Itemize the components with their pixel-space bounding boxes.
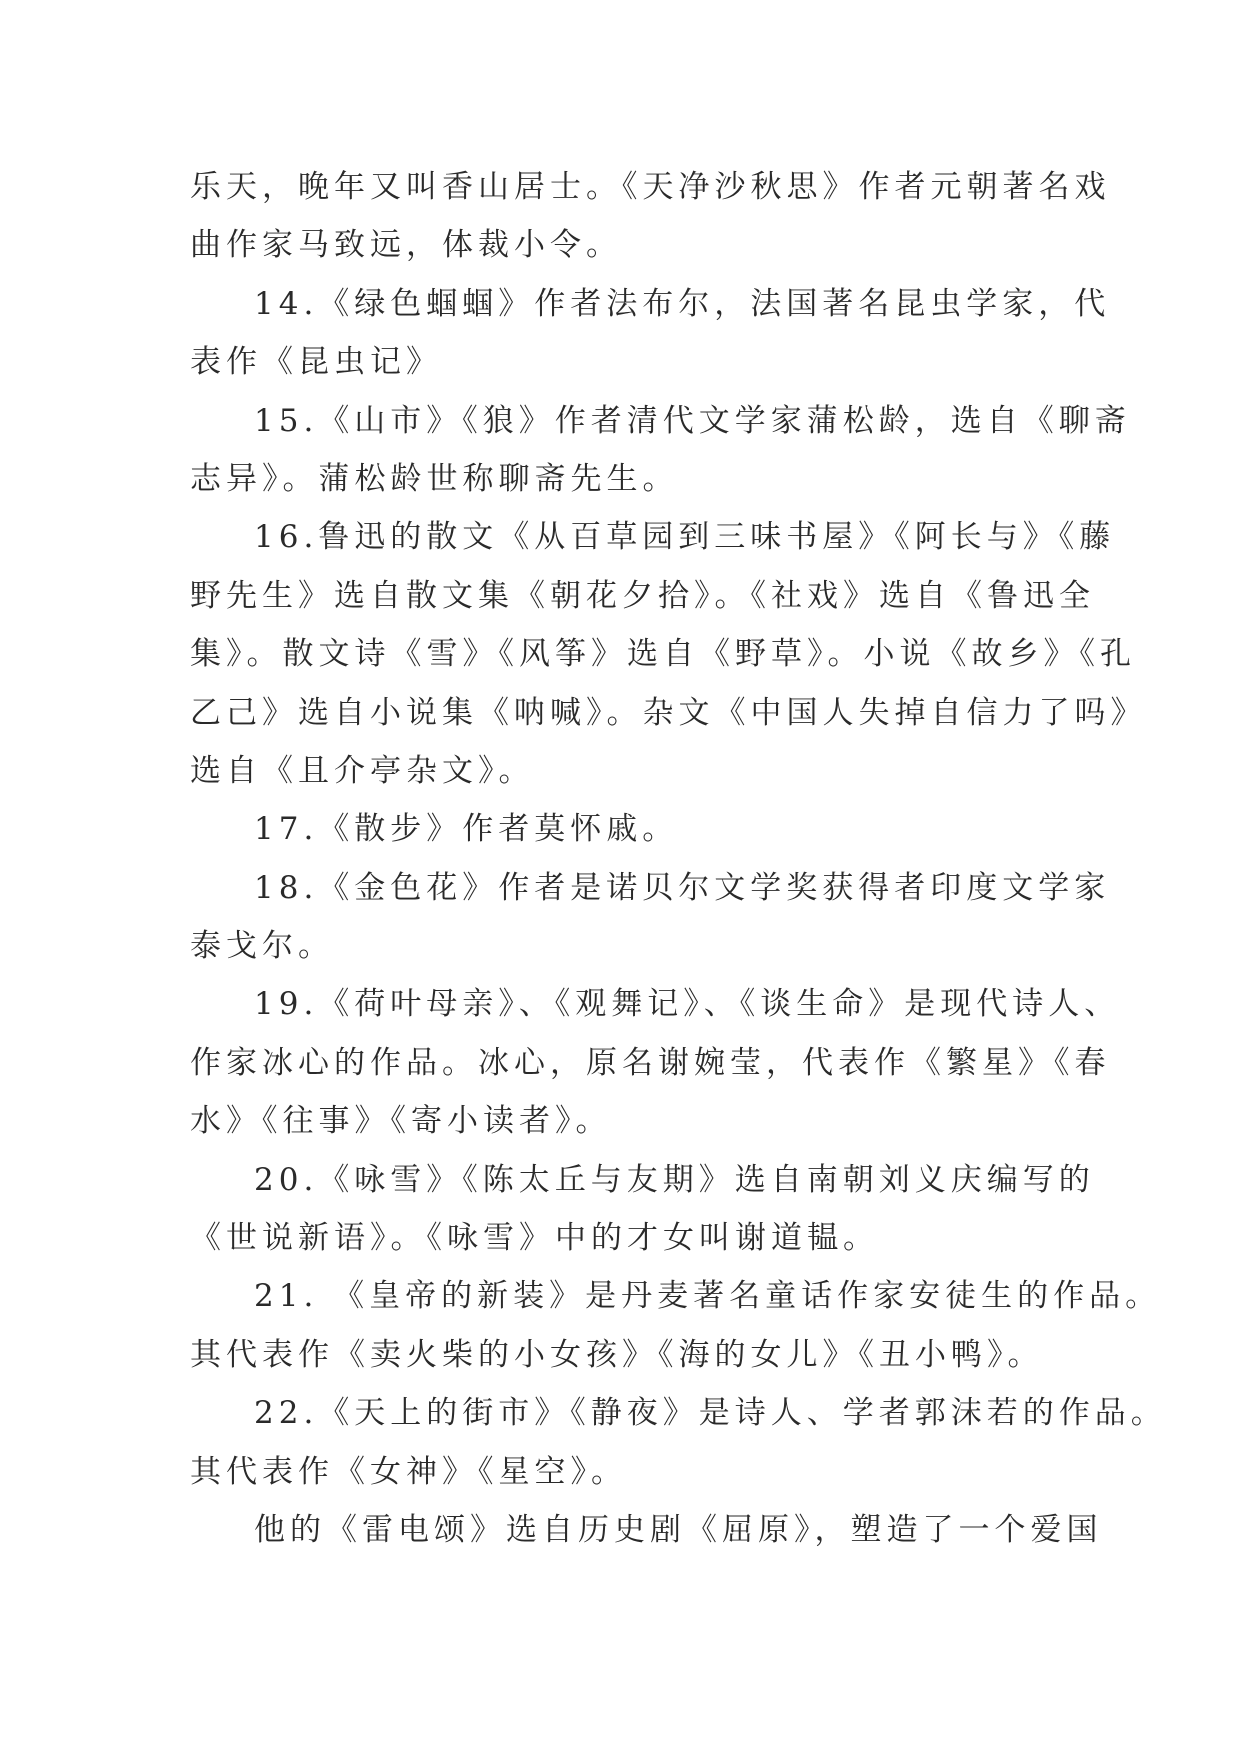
- text-line: 19.《荷叶母亲》、《观舞记》、《谈生命》是现代诗人、: [254, 986, 1121, 1023]
- text-line: 表作《昆虫记》: [190, 344, 442, 381]
- text-line: 其代表作《女神》《星空》。: [190, 1453, 627, 1490]
- text-line: 水》《往事》《寄小读者》。: [190, 1103, 612, 1140]
- text-line: 泰戈尔。: [190, 928, 334, 965]
- text-line: 18.《金色花》作者是诺贝尔文学奖获得者印度文学家: [254, 869, 1111, 906]
- text-line: 21. 《皇帝的新装》是丹麦著名童话作家安徒生的作品。: [254, 1278, 1162, 1315]
- text-line: 作家冰心的作品。冰心，原名谢婉莹，代表作《繁星》《春: [190, 1044, 1111, 1081]
- text-line: 17.《散步》作者莫怀戚。: [254, 811, 679, 848]
- text-line: 选自《且介亭杂文》。: [190, 752, 535, 789]
- text-line: 他的《雷电颂》选自历史剧《屈原》，塑造了一个爱国: [254, 1511, 1103, 1548]
- text-line: 14.《绿色蝈蝈》作者法布尔，法国著名昆虫学家，代: [254, 285, 1111, 322]
- document-body: [190, 158, 1167, 1559]
- text-line: 20.《咏雪》《陈太丘与友期》选自南朝刘义庆编写的: [254, 1161, 1095, 1198]
- text-line: 野先生》选自散文集《朝花夕拾》。《社戏》选自《鲁迅全: [190, 577, 1095, 614]
- text-line: 15.《山市》《狼》作者清代文学家蒲松龄，选自《聊斋: [254, 402, 1131, 439]
- text-line: 乙己》选自小说集《呐喊》。杂文《中国人失掉自信力了吗》: [190, 694, 1147, 731]
- text-line: 《世说新语》。《咏雪》中的才女叫谢道韫。: [190, 1220, 879, 1257]
- text-line: 志异》。蒲松龄世称聊斋先生。: [190, 460, 679, 497]
- text-line: 16.鲁迅的散文《从百草园到三味书屋》《阿长与》《藤: [254, 519, 1116, 556]
- text-line: 其代表作《卖火柴的小女孩》《海的女儿》《丑小鸭》。: [190, 1336, 1044, 1373]
- text-line: 乐天，晚年又叫香山居士。《天净沙秋思》作者元朝著名戏: [190, 169, 1111, 205]
- text-line: 集》。散文诗《雪》《风筝》选自《野草》。小说《故乡》《孔: [190, 636, 1136, 673]
- text-line: 曲作家马致远，体裁小令。: [190, 227, 622, 264]
- text-line: 22.《天上的街市》《静夜》是诗人、学者郭沫若的作品。: [254, 1395, 1167, 1432]
